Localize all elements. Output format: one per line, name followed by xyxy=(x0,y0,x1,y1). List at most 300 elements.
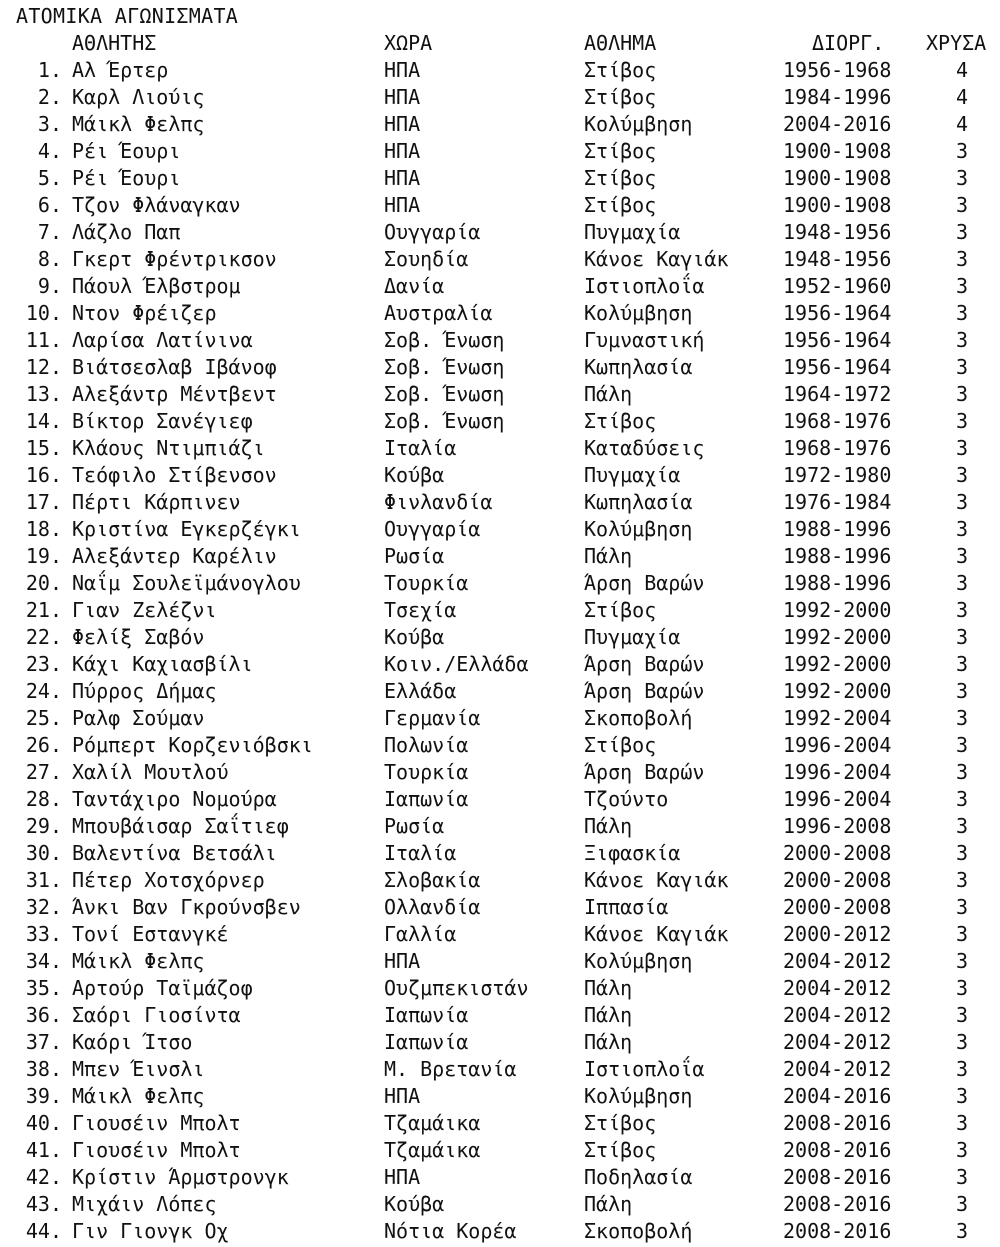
period-range: 1988-1996 xyxy=(783,544,892,568)
row-number: 43. xyxy=(25,1192,62,1216)
country-name: Φινλανδία xyxy=(384,490,493,514)
gold-count: 3 xyxy=(955,409,969,433)
country-name: Κοιν./Ελλάδα xyxy=(384,652,529,676)
table-body xyxy=(0,57,1000,1245)
period-range: 1900-1908 xyxy=(783,139,892,163)
gold-count: 3 xyxy=(955,1192,969,1216)
gold-count: 3 xyxy=(955,652,969,676)
period-range: 1976-1984 xyxy=(783,490,892,514)
athlete-name: Βιάτσεσλαβ Ιβάνοφ xyxy=(72,355,277,379)
table-row xyxy=(0,1137,1000,1164)
gold-count: 3 xyxy=(955,247,969,271)
sport-name: Πάλη xyxy=(584,1192,633,1216)
row-number: 22. xyxy=(25,625,62,649)
country-name: Σοβ. Ένωση xyxy=(384,382,505,406)
row-number: 19. xyxy=(25,544,62,568)
period-range: 2004-2016 xyxy=(783,112,892,136)
row-number: 33. xyxy=(25,922,62,946)
sport-name: Καταδύσεις xyxy=(584,436,705,460)
country-name: Ιταλία xyxy=(384,841,457,865)
header-period: ΔΙΟΡΓ. xyxy=(812,31,885,55)
row-number: 32. xyxy=(25,895,62,919)
row-number: 1. xyxy=(37,58,62,82)
row-number: 12. xyxy=(25,355,62,379)
athlete-name: Τζον Φλάναγκαν xyxy=(72,193,241,217)
table-row xyxy=(0,975,1000,1002)
row-number: 9. xyxy=(37,274,62,298)
country-name: Ρωσία xyxy=(384,814,445,838)
sport-name: Γυμναστική xyxy=(584,328,705,352)
period-range: 1900-1908 xyxy=(783,166,892,190)
table-row xyxy=(0,948,1000,975)
period-range: 2004-2012 xyxy=(783,1003,892,1027)
athlete-name: Γιν Γιονγκ Οχ xyxy=(72,1219,229,1243)
table-row xyxy=(0,1029,1000,1056)
row-number: 37. xyxy=(25,1030,62,1054)
country-name: Κούβα xyxy=(384,463,445,487)
gold-count: 3 xyxy=(955,868,969,892)
period-range: 1992-2000 xyxy=(783,625,892,649)
gold-count: 3 xyxy=(955,382,969,406)
sport-name: Τζούντο xyxy=(584,787,669,811)
athlete-name: Κάχι Καχιασβίλι xyxy=(72,652,253,676)
sport-name: Άρση Βαρών xyxy=(584,571,705,595)
table-row xyxy=(0,543,1000,570)
country-name: Σουηδία xyxy=(384,247,469,271)
period-range: 2008-2016 xyxy=(783,1165,892,1189)
athlete-name: Κρίστιν Άρμστρονγκ xyxy=(72,1165,289,1189)
country-name: Σλοβακία xyxy=(384,868,481,892)
country-name: ΗΠΑ xyxy=(384,1084,421,1108)
country-name: Τσεχία xyxy=(384,598,457,622)
athlete-name: Μιχάιν Λόπες xyxy=(72,1192,217,1216)
row-number: 34. xyxy=(25,949,62,973)
sport-name: Πυγμαχία xyxy=(584,463,681,487)
gold-count: 3 xyxy=(955,1219,969,1243)
period-range: 1968-1976 xyxy=(783,409,892,433)
table-row xyxy=(0,1002,1000,1029)
period-range: 1972-1980 xyxy=(783,463,892,487)
sport-name: Κάνοε Καγιάκ xyxy=(584,247,729,271)
country-name: Ρωσία xyxy=(384,544,445,568)
country-name: Σοβ. Ένωση xyxy=(384,328,505,352)
table-row xyxy=(0,462,1000,489)
gold-count: 3 xyxy=(955,679,969,703)
athlete-name: Ναΐμ Σουλεϊμάνογλου xyxy=(72,571,301,595)
athlete-name: Βαλεντίνα Βετσάλι xyxy=(72,841,277,865)
table-row xyxy=(0,273,1000,300)
table-row xyxy=(0,570,1000,597)
table-row xyxy=(0,1056,1000,1083)
period-range: 1956-1964 xyxy=(783,301,892,325)
sport-name: Πάλη xyxy=(584,544,633,568)
athlete-name: Αλεξάντρ Μέντβεντ xyxy=(72,382,277,406)
row-number: 28. xyxy=(25,787,62,811)
sport-name: Πυγμαχία xyxy=(584,625,681,649)
sport-name: Πάλη xyxy=(584,1003,633,1027)
gold-count: 3 xyxy=(955,355,969,379)
table-row xyxy=(0,1218,1000,1245)
table-row xyxy=(0,1083,1000,1110)
sport-name: Ποδηλασία xyxy=(584,1165,693,1189)
sport-name: Πάλη xyxy=(584,814,633,838)
country-name: Νότια Κορέα xyxy=(384,1219,517,1243)
country-name: Ελλάδα xyxy=(384,679,457,703)
sport-name: Στίβος xyxy=(584,598,657,622)
sport-name: Κολύμβηση xyxy=(584,949,693,973)
row-number: 27. xyxy=(25,760,62,784)
gold-count: 3 xyxy=(955,463,969,487)
country-name: Γαλλία xyxy=(384,922,457,946)
row-number: 4. xyxy=(37,139,62,163)
table-row xyxy=(0,435,1000,462)
gold-count: 3 xyxy=(955,517,969,541)
country-name: Ουγγαρία xyxy=(384,220,481,244)
table-row xyxy=(0,516,1000,543)
gold-count: 3 xyxy=(955,1165,969,1189)
gold-count: 3 xyxy=(955,922,969,946)
period-range: 1992-2004 xyxy=(783,706,892,730)
athlete-name: Μπουβάισαρ Σαΐτιεφ xyxy=(72,814,289,838)
period-range: 1948-1956 xyxy=(783,247,892,271)
gold-count: 3 xyxy=(955,841,969,865)
athlete-name: Καόρι Ίτσο xyxy=(72,1030,193,1054)
table-row xyxy=(0,84,1000,111)
period-range: 2008-2016 xyxy=(783,1219,892,1243)
athlete-name: Πέτερ Χοτσχόρνερ xyxy=(72,868,265,892)
table-row xyxy=(0,840,1000,867)
table-row xyxy=(0,759,1000,786)
gold-count: 3 xyxy=(955,1138,969,1162)
row-number: 40. xyxy=(25,1111,62,1135)
period-range: 2008-2016 xyxy=(783,1138,892,1162)
table-row xyxy=(0,111,1000,138)
sport-name: Κωπηλασία xyxy=(584,490,693,514)
athlete-name: Άνκι Βαν Γκρούνσβεν xyxy=(72,895,301,919)
period-range: 1956-1964 xyxy=(783,328,892,352)
row-number: 10. xyxy=(25,301,62,325)
athlete-name: Μπεν Έινσλι xyxy=(72,1057,205,1081)
sport-name: Πυγμαχία xyxy=(584,220,681,244)
sport-name: Πάλη xyxy=(584,1030,633,1054)
country-name: Πολωνία xyxy=(384,733,469,757)
period-range: 1988-1996 xyxy=(783,517,892,541)
gold-count: 3 xyxy=(955,949,969,973)
athlete-name: Καρλ Λιούις xyxy=(72,85,205,109)
row-number: 23. xyxy=(25,652,62,676)
country-name: Μ. Βρετανία xyxy=(384,1057,517,1081)
sport-name: Στίβος xyxy=(584,193,657,217)
sport-name: Άρση Βαρών xyxy=(584,760,705,784)
gold-count: 3 xyxy=(955,328,969,352)
sport-name: Στίβος xyxy=(584,1111,657,1135)
gold-count: 3 xyxy=(955,193,969,217)
athlete-name: Τονί Εστανγκέ xyxy=(72,922,229,946)
period-range: 2004-2012 xyxy=(783,976,892,1000)
row-number: 25. xyxy=(25,706,62,730)
country-name: Δανία xyxy=(384,274,445,298)
country-name: Ιαπωνία xyxy=(384,787,469,811)
period-range: 2004-2012 xyxy=(783,1057,892,1081)
row-number: 30. xyxy=(25,841,62,865)
athlete-name: Ρόμπερτ Κορζενιόβσκι xyxy=(72,733,313,757)
athlete-name: Κλάους Ντιμπιάζι xyxy=(72,436,265,460)
period-range: 1992-2000 xyxy=(783,598,892,622)
table-row xyxy=(0,381,1000,408)
header-country: ΧΩΡΑ xyxy=(384,31,433,55)
sport-name: Σκοποβολή xyxy=(584,1219,693,1243)
country-name: Γερμανία xyxy=(384,706,481,730)
table-row xyxy=(0,705,1000,732)
gold-count: 3 xyxy=(955,706,969,730)
period-range: 2004-2016 xyxy=(783,1084,892,1108)
athlete-name: Γκερτ Φρέντρικσον xyxy=(72,247,277,271)
table-row xyxy=(0,786,1000,813)
document-title: ΑΤΟΜΙΚΑ ΑΓΩΝΙΣΜΑΤΑ xyxy=(16,4,239,28)
gold-count: 3 xyxy=(955,301,969,325)
period-range: 2000-2008 xyxy=(783,841,892,865)
athlete-name: Μάικλ Φελπς xyxy=(72,949,205,973)
sport-name: Ιππασία xyxy=(584,895,669,919)
gold-count: 3 xyxy=(955,814,969,838)
sport-name: Στίβος xyxy=(584,733,657,757)
table-row xyxy=(0,489,1000,516)
gold-count: 3 xyxy=(955,139,969,163)
gold-count: 3 xyxy=(955,274,969,298)
row-number: 17. xyxy=(25,490,62,514)
sport-name: Πάλη xyxy=(584,382,633,406)
sport-name: Κωπηλασία xyxy=(584,355,693,379)
athlete-name: Λαρίσα Λατίνινα xyxy=(72,328,253,352)
country-name: Κούβα xyxy=(384,1192,445,1216)
athlete-name: Πέρτι Κάρπινεν xyxy=(72,490,241,514)
period-range: 1996-2004 xyxy=(783,733,892,757)
athlete-name: Βίκτορ Σανέγιεφ xyxy=(72,409,253,433)
athlete-name: Ρέι Έουρι xyxy=(72,166,181,190)
gold-count: 3 xyxy=(955,490,969,514)
gold-count: 4 xyxy=(955,112,969,136)
country-name: Τουρκία xyxy=(384,571,469,595)
row-number: 13. xyxy=(25,382,62,406)
sport-name: Κολύμβηση xyxy=(584,112,693,136)
table-row xyxy=(0,1164,1000,1191)
gold-count: 3 xyxy=(955,976,969,1000)
athlete-name: Ταντάχιρο Νομούρα xyxy=(72,787,277,811)
country-name: ΗΠΑ xyxy=(384,58,421,82)
period-range: 1900-1908 xyxy=(783,193,892,217)
table-row xyxy=(0,327,1000,354)
row-number: 7. xyxy=(37,220,62,244)
sport-name: Κολύμβηση xyxy=(584,301,693,325)
table-row xyxy=(0,921,1000,948)
athlete-name: Αλ Έρτερ xyxy=(72,58,169,82)
table-row xyxy=(0,732,1000,759)
country-name: Τζαμάικα xyxy=(384,1111,481,1135)
row-number: 20. xyxy=(25,571,62,595)
sport-name: Ιστιοπλοΐα xyxy=(584,274,705,298)
gold-count: 3 xyxy=(955,1057,969,1081)
sport-name: Άρση Βαρών xyxy=(584,652,705,676)
gold-count: 3 xyxy=(955,1084,969,1108)
gold-count: 3 xyxy=(955,220,969,244)
row-number: 26. xyxy=(25,733,62,757)
period-range: 2008-2016 xyxy=(783,1192,892,1216)
athlete-name: Γιαν Ζελέζνι xyxy=(72,598,217,622)
period-range: 1984-1996 xyxy=(783,85,892,109)
gold-count: 3 xyxy=(955,625,969,649)
row-number: 44. xyxy=(25,1219,62,1243)
athlete-name: Ραλφ Σούμαν xyxy=(72,706,205,730)
gold-count: 3 xyxy=(955,733,969,757)
gold-count: 4 xyxy=(955,85,969,109)
country-name: Ιταλία xyxy=(384,436,457,460)
period-range: 2000-2012 xyxy=(783,922,892,946)
country-name: Σοβ. Ένωση xyxy=(384,409,505,433)
sport-name: Στίβος xyxy=(584,85,657,109)
country-name: Ιαπωνία xyxy=(384,1030,469,1054)
sport-name: Κάνοε Καγιάκ xyxy=(584,922,729,946)
sport-name: Στίβος xyxy=(584,139,657,163)
table-row xyxy=(0,813,1000,840)
row-number: 21. xyxy=(25,598,62,622)
period-range: 1968-1976 xyxy=(783,436,892,460)
athlete-name: Σαόρι Γιοσίντα xyxy=(72,1003,241,1027)
header-athlete: ΑΘΛΗΤΗΣ xyxy=(72,31,157,55)
header-golds: ΧΡΥΣΑ xyxy=(926,31,987,55)
country-name: Ολλανδία xyxy=(384,895,481,919)
period-range: 1956-1964 xyxy=(783,355,892,379)
period-range: 2008-2016 xyxy=(783,1111,892,1135)
sport-name: Πάλη xyxy=(584,976,633,1000)
period-range: 1996-2004 xyxy=(783,760,892,784)
table-row xyxy=(0,867,1000,894)
country-name: ΗΠΑ xyxy=(384,949,421,973)
row-number: 41. xyxy=(25,1138,62,1162)
table-row xyxy=(0,408,1000,435)
period-range: 1948-1956 xyxy=(783,220,892,244)
row-number: 39. xyxy=(25,1084,62,1108)
country-name: Τζαμάικα xyxy=(384,1138,481,1162)
gold-count: 3 xyxy=(955,1030,969,1054)
athlete-name: Κριστίνα Εγκερζέγκι xyxy=(72,517,301,541)
period-range: 1952-1960 xyxy=(783,274,892,298)
athlete-name: Γιουσέιν Μπολτ xyxy=(72,1138,241,1162)
country-name: Ουζμπεκιστάν xyxy=(384,976,529,1000)
sport-name: Κολύμβηση xyxy=(584,1084,693,1108)
country-name: ΗΠΑ xyxy=(384,1165,421,1189)
sport-name: Στίβος xyxy=(584,1138,657,1162)
table-row xyxy=(0,246,1000,273)
row-number: 6. xyxy=(37,193,62,217)
sport-name: Ιστιοπλοΐα xyxy=(584,1057,705,1081)
header-sport: ΑΘΛΗΜΑ xyxy=(584,31,657,55)
sport-name: Στίβος xyxy=(584,409,657,433)
gold-count: 3 xyxy=(955,598,969,622)
country-name: ΗΠΑ xyxy=(384,85,421,109)
row-number: 24. xyxy=(25,679,62,703)
table-row xyxy=(0,138,1000,165)
table-row xyxy=(0,219,1000,246)
country-name: ΗΠΑ xyxy=(384,193,421,217)
row-number: 5. xyxy=(37,166,62,190)
gold-count: 3 xyxy=(955,760,969,784)
row-number: 11. xyxy=(25,328,62,352)
period-range: 1996-2008 xyxy=(783,814,892,838)
athlete-name: Αρτούρ Ταϊμάζοφ xyxy=(72,976,253,1000)
athlete-name: Μάικλ Φελπς xyxy=(72,112,205,136)
period-range: 2000-2008 xyxy=(783,895,892,919)
row-number: 15. xyxy=(25,436,62,460)
table-row xyxy=(0,354,1000,381)
athlete-name: Γιουσέιν Μπολτ xyxy=(72,1111,241,1135)
athlete-name: Αλεξάντερ Καρέλιν xyxy=(72,544,277,568)
athlete-name: Πύρρος Δήμας xyxy=(72,679,217,703)
table-row xyxy=(0,678,1000,705)
table-row xyxy=(0,57,1000,84)
sport-name: Στίβος xyxy=(584,166,657,190)
athlete-name: Τεόφιλο Στίβενσον xyxy=(72,463,277,487)
row-number: 8. xyxy=(37,247,62,271)
table-row xyxy=(0,624,1000,651)
row-number: 36. xyxy=(25,1003,62,1027)
sport-name: Στίβος xyxy=(584,58,657,82)
period-range: 2004-2012 xyxy=(783,949,892,973)
gold-count: 3 xyxy=(955,571,969,595)
gold-count: 3 xyxy=(955,1111,969,1135)
country-name: Σοβ. Ένωση xyxy=(384,355,505,379)
athlete-name: Ρέι Έουρι xyxy=(72,139,181,163)
table-row xyxy=(0,597,1000,624)
athlete-name: Λάζλο Παπ xyxy=(72,220,181,244)
gold-count: 3 xyxy=(955,1003,969,1027)
row-number: 29. xyxy=(25,814,62,838)
sport-name: Άρση Βαρών xyxy=(584,679,705,703)
athlete-name: Πάουλ Έλβστρομ xyxy=(72,274,241,298)
gold-count: 3 xyxy=(955,166,969,190)
country-name: ΗΠΑ xyxy=(384,112,421,136)
gold-count: 3 xyxy=(955,436,969,460)
row-number: 38. xyxy=(25,1057,62,1081)
country-name: ΗΠΑ xyxy=(384,139,421,163)
gold-count: 3 xyxy=(955,544,969,568)
sport-name: Κάνοε Καγιάκ xyxy=(584,868,729,892)
table-row xyxy=(0,300,1000,327)
row-number: 31. xyxy=(25,868,62,892)
table-row xyxy=(0,1110,1000,1137)
row-number: 42. xyxy=(25,1165,62,1189)
table-row xyxy=(0,165,1000,192)
period-range: 1992-2000 xyxy=(783,679,892,703)
sport-name: Σκοποβολή xyxy=(584,706,693,730)
sport-name: Κολύμβηση xyxy=(584,517,693,541)
country-name: Τουρκία xyxy=(384,760,469,784)
row-number: 16. xyxy=(25,463,62,487)
row-number: 14. xyxy=(25,409,62,433)
period-range: 1992-2000 xyxy=(783,652,892,676)
country-name: Κούβα xyxy=(384,625,445,649)
period-range: 1988-1996 xyxy=(783,571,892,595)
period-range: 2000-2008 xyxy=(783,868,892,892)
period-range: 1996-2004 xyxy=(783,787,892,811)
table-row xyxy=(0,894,1000,921)
row-number: 2. xyxy=(37,85,62,109)
athlete-name: Μάικλ Φελπς xyxy=(72,1084,205,1108)
period-range: 2004-2012 xyxy=(783,1030,892,1054)
row-number: 3. xyxy=(37,112,62,136)
period-range: 1964-1972 xyxy=(783,382,892,406)
table-row xyxy=(0,192,1000,219)
country-name: Ιαπωνία xyxy=(384,1003,469,1027)
